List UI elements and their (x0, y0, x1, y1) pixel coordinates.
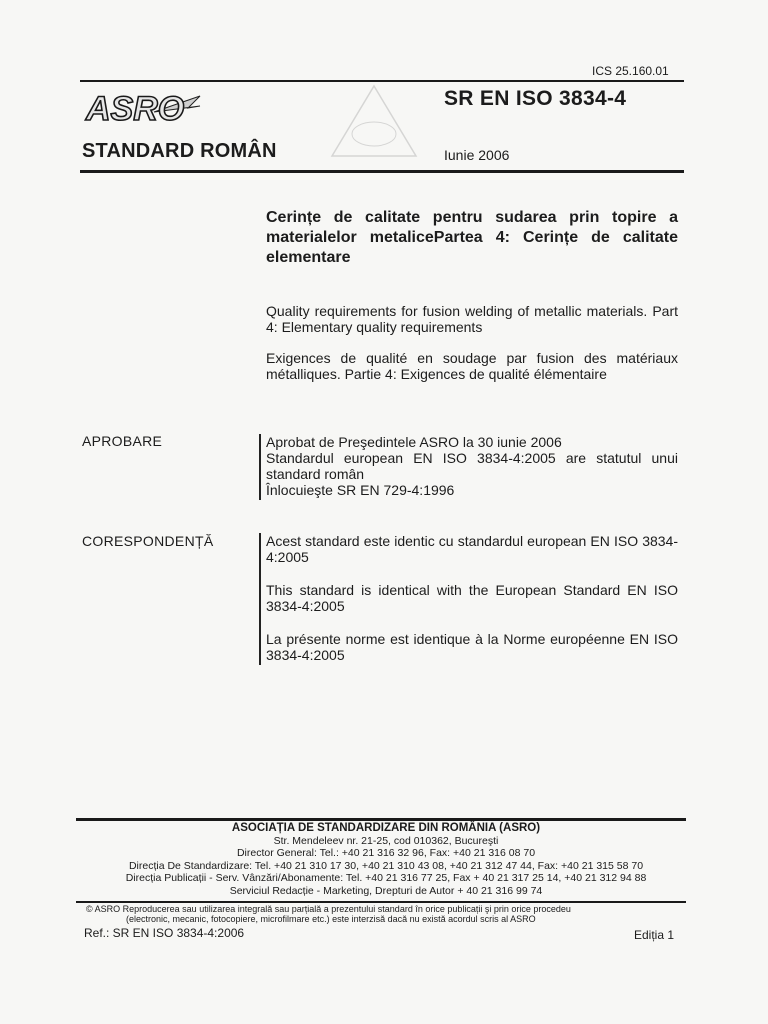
aprobare-label: APROBARE (82, 433, 163, 449)
footer-line: Director General: Tel.: +40 21 316 32 96, Fax: +40 21 316 08 70 (236, 847, 536, 859)
title-english: Quality requirements for fusion welding of metallic materials. Part 4: Elementary quality requirements (266, 303, 678, 335)
asro-logo (84, 82, 202, 128)
standard-code: SR EN ISO 3834-4 (444, 87, 627, 110)
title-french: Exigences de qualité en soudage par fusion des matériaux métalliques. Partie 4: Exigences de qualité élémentaire (266, 350, 678, 382)
footer-line: Direcția De Standardizare: Tel. +40 21 310 17 30, +40 21 310 43 08, +40 21 312 47 44, Fax: +40 21 315 58 70 (128, 859, 644, 872)
organization-name: ASOCIAȚIA DE STANDARDIZARE DIN ROMÂNIA (ASRO) (231, 822, 541, 834)
footer-line: Serviciul Redacție - Marketing, Drepturi de Autor + 40 21 316 99 74 (229, 884, 543, 897)
copyright-rule (76, 901, 686, 903)
copyright-line: (electronic, mecanic, fotocopiere, microfilmare etc.) este interzisă dacă nu există acordul scris al ASRO (126, 914, 536, 924)
standard-roman-heading: STANDARD ROMÂN (82, 140, 277, 162)
footer-line: Str. Mendeleev nr. 21-25, cod 010362, Bucureşti (273, 834, 499, 847)
publication-date: Iunie 2006 (444, 147, 510, 163)
footer-line: Direcția Publicații - Serv. Vânzări/Abonamente: Tel. +40 21 316 77 25, Fax + 40 21 317 25 14, +40 21 312 94 88 (125, 872, 647, 884)
corespondenta-label: CORESPONDENȚĂ (82, 533, 214, 549)
corespondenta-ro: Acest standard este identic cu standardul european EN ISO 3834-4:2005 (266, 533, 678, 565)
corespondenta-fr: La présente norme est identique à la Norme européenne EN ISO 3834-4:2005 (266, 631, 678, 663)
aprobare-text (266, 434, 678, 498)
reference-number: Ref.: SR EN ISO 3834-4:2006 (84, 926, 245, 940)
logo-text: ASRO (86, 90, 185, 128)
aprobare-bar (259, 434, 261, 500)
footer-contact (90, 822, 682, 897)
aprobare-line: Standardul european EN ISO 3834-4:2005 are statutul unui standard român (266, 450, 678, 482)
corespondenta-bar (259, 533, 261, 665)
footer-rule (76, 818, 686, 821)
copyright-line: © ASRO Reproducerea sau utilizarea integrală sau parțială a prezentului standard în orice publicații şi prin orice procedeu (86, 904, 571, 914)
aprobare-line: Aprobat de Preşedintele ASRO la 30 iunie 2006 (266, 434, 562, 450)
watermark-stamp (328, 82, 420, 162)
header-rule (80, 170, 684, 173)
aprobare-line: Înlocuieşte SR EN 729-4:1996 (266, 482, 455, 498)
corespondenta-en: This standard is identical with the European Standard EN ISO 3834-4:2005 (266, 582, 678, 614)
title-romanian: Cerințe de calitate pentru sudarea prin topire a materialelor metalicePartea 4: Cerințe de calitate elementare (266, 209, 678, 266)
ics-code: ICS 25.160.01 (592, 64, 669, 78)
copyright-notice (86, 904, 682, 924)
edition: Ediția 1 (634, 928, 675, 942)
